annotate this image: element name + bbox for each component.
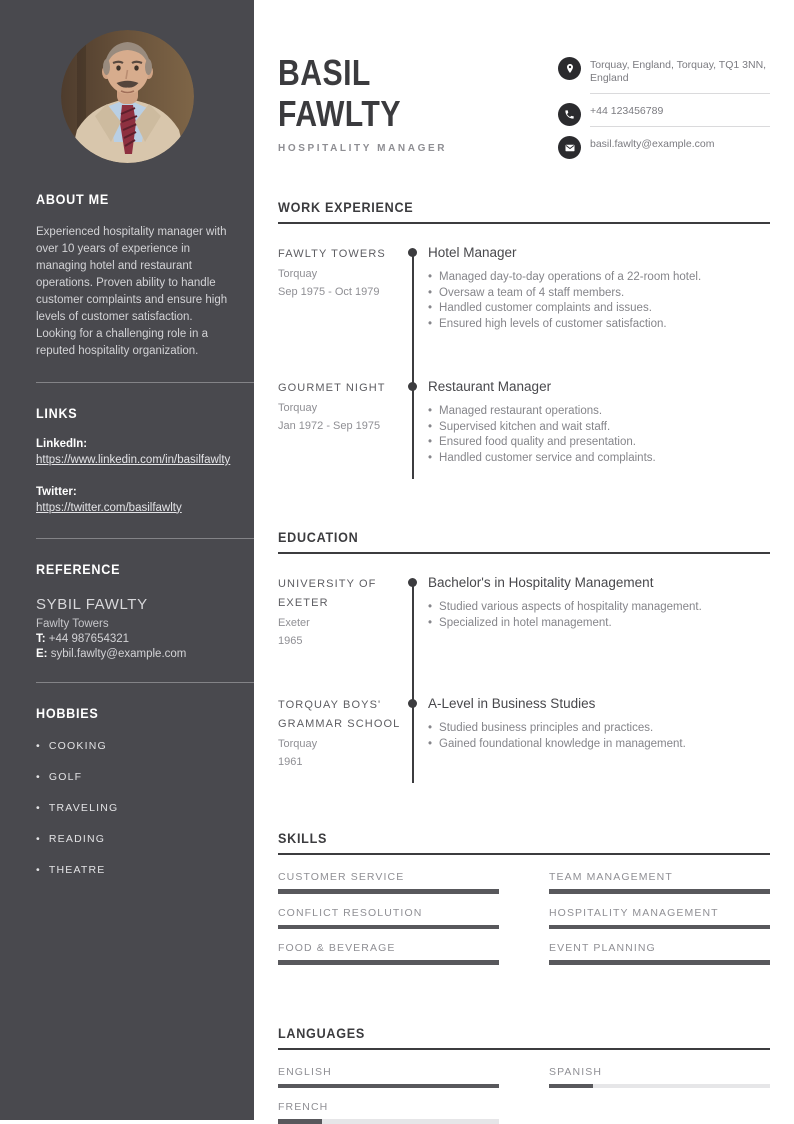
- school-name: TORQUAY BOYS' GRAMMAR SCHOOL: [278, 699, 401, 730]
- hobbies-section: [0, 705, 254, 876]
- skill-item: [549, 907, 770, 930]
- bullet-item: • Specialized in hotel management.: [428, 616, 770, 632]
- work-experience-heading: WORK EXPERIENCE: [278, 199, 414, 215]
- contact-email-wrap: [590, 135, 770, 159]
- skill-item: [549, 942, 770, 965]
- sidebar: [0, 0, 254, 1120]
- section-rule: [278, 552, 770, 554]
- timeline-dot-icon: [408, 578, 417, 587]
- skill-bar: [549, 960, 770, 965]
- link-label: Twitter:: [36, 485, 77, 498]
- about-text: Experienced hospitality manager with over 10 years of experience in managing hotel and restaurant operations. Proven ability to handle customer complaints and ensure high levels of customer satisfaction. Looking for a challenging role in a reputed hospitality organization.: [36, 226, 228, 357]
- bullet-item: • Gained foundational knowledge in management.: [428, 737, 770, 753]
- location-pin-icon: [558, 57, 581, 80]
- entry-detail: [428, 245, 770, 332]
- education-section: [278, 529, 770, 770]
- skill-bar-fill: [278, 889, 499, 894]
- work-experience-entries: [278, 245, 770, 466]
- role-bullets: [428, 270, 770, 332]
- main-column: [278, 0, 770, 1120]
- skills-heading: SKILLS: [278, 830, 328, 846]
- skill-bar-fill: [278, 925, 499, 930]
- timeline-dot-icon: [408, 699, 417, 708]
- skill-bar-fill: [278, 960, 499, 965]
- skill-item: [278, 871, 499, 894]
- company-name: FAWLTY TOWERS: [278, 248, 386, 260]
- entry-meta: [278, 575, 428, 649]
- school-location: Torquay: [278, 738, 318, 750]
- sidebar-divider: [36, 382, 254, 383]
- skill-item: [549, 871, 770, 894]
- language-name: SPANISH: [549, 1065, 603, 1078]
- contact-block: [558, 56, 770, 159]
- entry-dates: 1961: [278, 756, 303, 768]
- skill-name: EVENT PLANNING: [549, 942, 656, 954]
- education-entry: [278, 575, 770, 649]
- entry-detail: [428, 575, 770, 649]
- entry-dates: Sep 1975 - Oct 1979: [278, 286, 380, 298]
- contact-phone: +44 123456789: [590, 105, 664, 117]
- section-rule: [278, 222, 770, 224]
- reference-phone-label: T:: [36, 633, 46, 645]
- header: [278, 0, 770, 159]
- reference-company: Fawlty Towers: [36, 618, 109, 630]
- about-section: [0, 191, 254, 360]
- link-item: [36, 484, 232, 517]
- skill-name: CONFLICT RESOLUTION: [278, 906, 423, 919]
- name-block: [278, 52, 447, 154]
- language-bar-fill: [278, 1084, 499, 1089]
- contact-phone-wrap: [590, 102, 770, 127]
- last-name: FAWLTY: [278, 93, 401, 134]
- contact-address-wrap: [590, 56, 770, 94]
- bullet-item: • Supervised kitchen and wait staff.: [428, 420, 770, 436]
- reference-phone-value: +44 987654321: [48, 633, 130, 645]
- entry-dates: 1965: [278, 635, 303, 647]
- skills-section: [278, 830, 770, 965]
- sidebar-divider: [36, 682, 254, 683]
- degree-bullets: [428, 721, 770, 752]
- sidebar-divider: [36, 538, 254, 539]
- skill-name: TEAM MANAGEMENT: [549, 871, 673, 883]
- entry-detail: [428, 696, 770, 770]
- hobbies-list: [36, 740, 232, 876]
- profile-photo: [61, 30, 194, 163]
- reference-heading: REFERENCE: [36, 561, 121, 577]
- section-rule: [278, 1048, 770, 1050]
- links-section: [0, 405, 254, 516]
- skill-bar-fill: [549, 925, 770, 930]
- timeline-dot-icon: [408, 248, 417, 257]
- language-bar: [549, 1084, 770, 1089]
- role-bullets: [428, 404, 770, 466]
- company-location: Torquay: [278, 402, 318, 414]
- hobbies-heading: HOBBIES: [36, 705, 99, 721]
- language-item: [549, 1066, 770, 1089]
- bullet-item: • Handled customer complaints and issues.: [428, 301, 770, 317]
- phone-icon: [558, 103, 581, 126]
- skill-bar-fill: [549, 960, 770, 965]
- skill-name: CUSTOMER SERVICE: [278, 871, 405, 883]
- contact-address-row: [558, 56, 770, 102]
- links-heading: LINKS: [36, 405, 78, 421]
- entry-detail: [428, 379, 770, 466]
- role-title: Restaurant Manager: [428, 379, 552, 394]
- entry-meta: [278, 245, 428, 332]
- bullet-item: • Ensured high levels of customer satisfaction.: [428, 317, 770, 333]
- reference-name: SYBIL FAWLTY: [36, 596, 148, 613]
- skill-bar: [549, 925, 770, 930]
- link-url[interactable]: https://www.linkedin.com/in/basilfawlty: [36, 454, 231, 466]
- education-entries: [278, 575, 770, 770]
- entry-meta: [278, 379, 428, 466]
- reference-email-label: E:: [36, 648, 48, 660]
- language-name: ENGLISH: [278, 1065, 332, 1078]
- contact-email: basil.fawlty@example.com: [590, 138, 715, 150]
- role-title: Hotel Manager: [428, 245, 517, 260]
- about-heading: ABOUT ME: [36, 191, 109, 207]
- skill-item: [278, 942, 499, 965]
- reference-email-value: sybil.fawlty@example.com: [50, 648, 187, 660]
- reference-phone: [36, 633, 232, 645]
- company-location: Torquay: [278, 268, 318, 280]
- company-name: GOURMET NIGHT: [278, 382, 386, 394]
- hobby-item: • TRAVELING: [36, 802, 232, 814]
- bullet-item: • Managed restaurant operations.: [428, 404, 770, 420]
- skill-bar: [278, 960, 499, 965]
- education-heading: EDUCATION: [278, 529, 359, 545]
- skill-bar: [549, 889, 770, 894]
- hobby-item: • COOKING: [36, 740, 232, 752]
- hobby-item: • GOLF: [36, 771, 232, 783]
- section-rule: [278, 853, 770, 855]
- reference-email: [36, 648, 232, 660]
- contact-address: Torquay, England, Torquay, TQ1 3NN, England: [590, 59, 767, 84]
- work-experience-section: [278, 199, 770, 466]
- languages-section: [278, 1025, 770, 1124]
- timeline-dot-icon: [408, 382, 417, 391]
- link-url[interactable]: https://twitter.com/basilfawlty: [36, 501, 182, 514]
- skill-item: [278, 907, 499, 930]
- links-list: [36, 436, 232, 516]
- school-location: Exeter: [278, 617, 310, 629]
- reference-section: [0, 561, 254, 660]
- work-entry: [278, 245, 770, 332]
- school-name: UNIVERSITY OF EXETER: [278, 578, 377, 609]
- skill-name: HOSPITALITY MANAGEMENT: [549, 906, 719, 919]
- language-item: [278, 1066, 499, 1089]
- bullet-item: • Oversaw a team of 4 staff members.: [428, 286, 770, 302]
- degree-title: Bachelor's in Hospitality Management: [428, 575, 654, 590]
- link-item: [36, 436, 232, 469]
- language-item: [278, 1101, 499, 1124]
- first-name: BASIL: [278, 52, 371, 93]
- entry-meta: [278, 696, 428, 770]
- skills-grid: [278, 871, 770, 965]
- work-entry: [278, 379, 770, 466]
- bullet-item: • Managed day-to-day operations of a 22-room hotel.: [428, 270, 770, 286]
- contact-email-row: [558, 135, 770, 159]
- languages-grid: [278, 1066, 770, 1124]
- language-name: FRENCH: [278, 1101, 329, 1113]
- bullet-item: • Ensured food quality and presentation.: [428, 435, 770, 451]
- link-label: LinkedIn:: [36, 438, 88, 450]
- hobby-item: • THEATRE: [36, 864, 232, 876]
- bullet-item: • Studied business principles and practices.: [428, 721, 770, 737]
- entry-dates: Jan 1972 - Sep 1975: [278, 420, 381, 432]
- degree-bullets: [428, 600, 770, 631]
- hobby-item: • READING: [36, 833, 232, 845]
- job-title: HOSPITALITY MANAGER: [278, 143, 448, 154]
- skill-bar: [278, 925, 499, 930]
- skill-bar-fill: [549, 889, 770, 894]
- education-entry: [278, 696, 770, 770]
- skill-bar: [278, 889, 499, 894]
- contact-phone-row: [558, 102, 770, 135]
- email-envelope-icon: [558, 136, 581, 159]
- skill-name: FOOD & BEVERAGE: [278, 942, 396, 954]
- degree-title: A-Level in Business Studies: [428, 696, 596, 711]
- language-bar-fill: [549, 1084, 593, 1089]
- bullet-item: • Handled customer service and complaints.: [428, 451, 770, 467]
- languages-heading: LANGUAGES: [278, 1024, 365, 1041]
- bullet-item: • Studied various aspects of hospitality management.: [428, 600, 770, 616]
- portrait-illustration: [61, 30, 194, 163]
- language-bar: [278, 1084, 499, 1089]
